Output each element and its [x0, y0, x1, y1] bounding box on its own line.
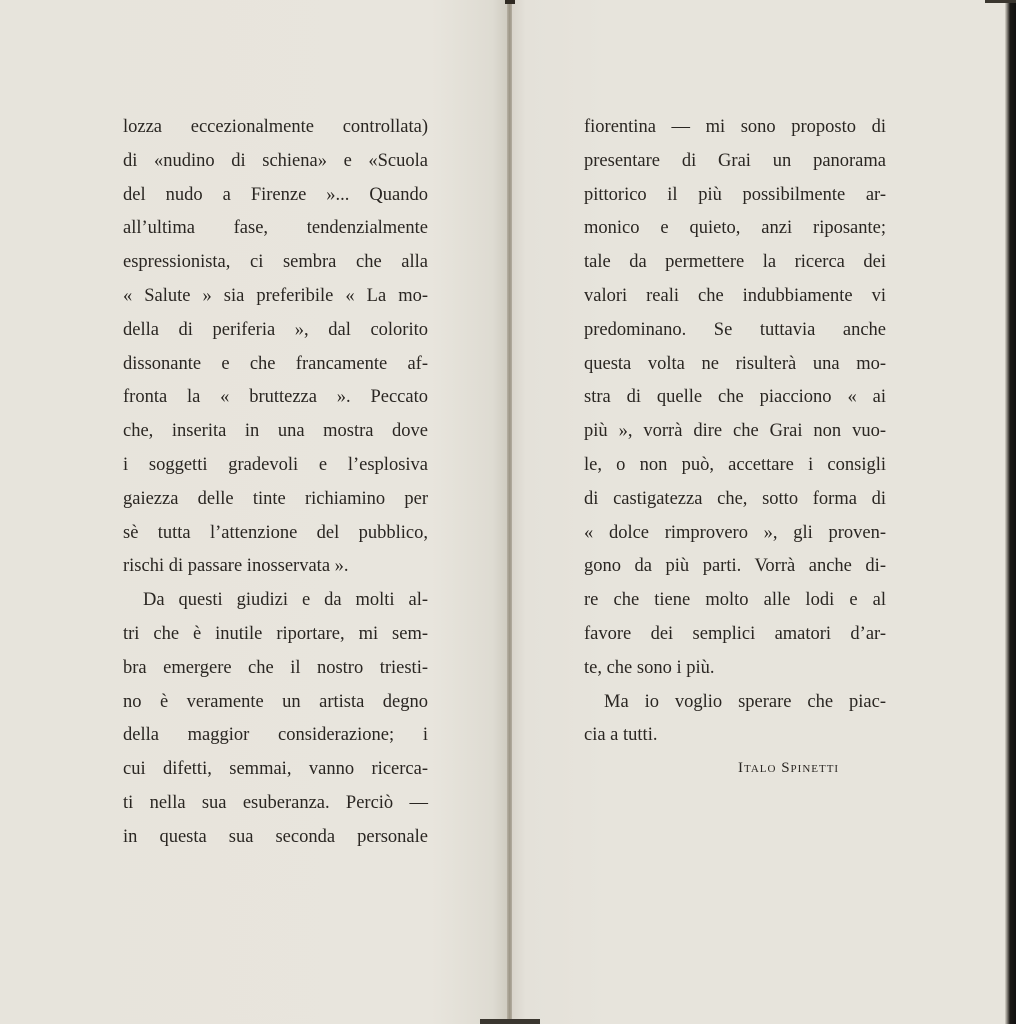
text-line-paragraph-end: rischi di passare inosservata ». [123, 556, 349, 577]
text-line: gaiezza delle tinte richiamino per [123, 488, 428, 509]
text-line: di castigatezza che, sotto forma di [584, 488, 886, 509]
text-line: in questa sua seconda personale [123, 826, 428, 847]
text-line: espressionista, ci sembra che alla [123, 252, 428, 273]
text-line: fiorentina — mi sono proposto di [584, 117, 886, 137]
text-line-paragraph-start: Da questi giudizi e da molti al- [143, 590, 428, 611]
text-line: gono da più parti. Vorrà anche di- [584, 556, 886, 577]
text-line-paragraph-end: cia a tutti. [584, 725, 658, 746]
right-edge-top-shadow [985, 0, 1016, 3]
text-line: tri che è inutile riportare, mi sem- [123, 623, 428, 644]
text-line: predominano. Se tuttavia anche [584, 319, 886, 340]
text-line: questa volta ne risulterà una mo- [584, 353, 886, 374]
text-line: presentare di Grai un panorama [584, 150, 886, 171]
text-line: « dolce rimprovero », gli proven- [584, 522, 886, 543]
text-line-paragraph-start: Ma io voglio sperare che piac- [604, 691, 886, 712]
text-line: cui difetti, semmai, vanno ricerca- [123, 759, 428, 780]
text-line: bra emergere che il nostro triesti- [123, 657, 428, 678]
text-line-paragraph-end: te, che sono i più. [584, 657, 715, 678]
book-gutter-fold [507, 0, 512, 1024]
text-line: della di periferia », dal colorito [123, 319, 428, 340]
text-line: no è veramente un artista degno [123, 691, 428, 712]
text-line: fronta la « bruttezza ». Peccato [123, 387, 428, 408]
text-line: le, o non può, accettare i consigli [584, 454, 886, 475]
text-line: valori reali che indubbiamente vi [584, 285, 886, 306]
text-line: lozza eccezionalmente controllata) [123, 117, 428, 137]
text-line: che, inserita in una mostra dove [123, 421, 428, 442]
author-signature: Italo Spinetti [738, 760, 840, 776]
text-line: dissonante e che francamente af- [123, 353, 428, 374]
text-line: della maggior considerazione; i [123, 725, 428, 746]
right-page-text [584, 111, 886, 753]
text-line: sè tutta l’attenzione del pubblico, [123, 522, 428, 543]
text-line: monico e quieto, anzi riposante; [584, 218, 886, 239]
text-line: all’ultima fase, tendenzialmente [123, 218, 428, 239]
text-line: favore dei semplici amatori d’ar- [584, 623, 886, 644]
gutter-top-shadow [505, 0, 515, 4]
text-line: tale da permettere la ricerca dei [584, 252, 886, 273]
bottom-gutter-shadow [480, 1019, 540, 1024]
text-line: più », vorrà dire che Grai non vuo- [584, 421, 886, 442]
text-line: del nudo a Firenze »... Quando [123, 184, 428, 205]
text-line: pittorico il più possibilmente ar- [584, 184, 886, 205]
left-page-text [123, 111, 428, 855]
text-line: stra di quelle che piacciono « ai [584, 387, 886, 408]
text-line: re che tiene molto alle lodi e al [584, 590, 886, 611]
text-line: « Salute » sia preferibile « La mo- [123, 285, 428, 306]
right-page-edge [1005, 0, 1016, 1024]
text-line: ti nella sua esuberanza. Perciò — [123, 792, 428, 813]
text-line: i soggetti gradevoli e l’esplosiva [123, 454, 428, 475]
text-line: di «nudino di schiena» e «Scuola [123, 150, 428, 171]
